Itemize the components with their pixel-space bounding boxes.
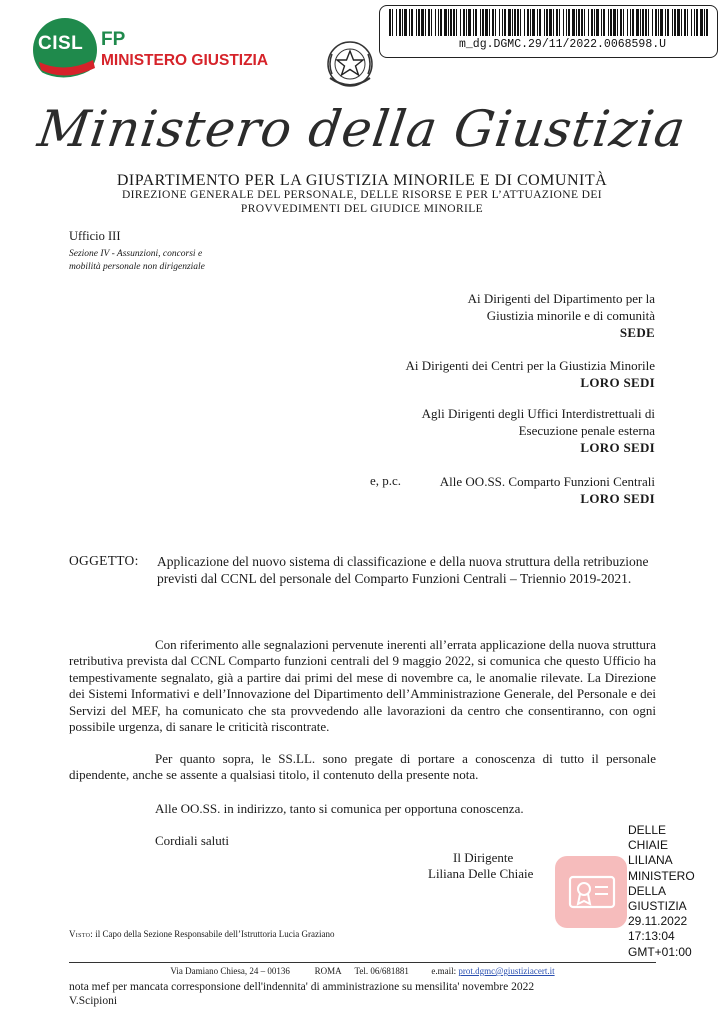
footer-city: ROMA (314, 966, 342, 976)
recipient-3-place: LORO SEDI (580, 440, 655, 455)
recipient-block-1 (468, 290, 655, 341)
recipient-1-place: SEDE (619, 325, 655, 340)
sig-line: LILIANA (628, 853, 673, 868)
protocol-number: m_dg.DGMC.29/11/2022.0068598.U (459, 38, 667, 51)
body-paragraph-2: Per quanto sopra, le SS.LL. sono pregate di portare a conoscenza di tutto il personale dipendente, anche se assente a qualsiasi titolo, il contenuto della presente nota. (69, 751, 656, 783)
recipient-1-line-2: Giustizia minorile e di comunità (486, 308, 655, 323)
footer-divider (69, 962, 656, 963)
visto-line (69, 929, 334, 939)
sig-line: CHIAIE (628, 838, 669, 853)
body-paragraph-1: Con riferimento alle segnalazioni pervenute inerenti all’errata applicazione della nuova struttura retributiva prevista dal CCNL Comparto funzioni centrali del 9 maggio 2022, si comunica che questo Ufficio ha tempestivamente segnalato, già a partire dai primi del mese di novembre ca, le anomalie rilevate. La Direzione dei Sistemi Informativi e dell’Innovazione del Dipartimento dell’Amministrazione Generale, del Personale e dei Servizi del MEF, ha comunicato che sta provvedendo alle lavorazioni da centro che consentiranno, con ogni possibile urgenza, di sanare le criticità riscontrate. (69, 637, 656, 735)
recipient-4-line-1: Alle OO.SS. Comparto Funzioni Centrali (439, 474, 655, 489)
digital-signature-certificate-icon (567, 874, 617, 912)
department-title: DIPARTIMENTO PER LA GIUSTIZIA MINORILE E DI COMUNITÀ (116, 172, 608, 189)
sig-time: 17:13:04 (628, 929, 675, 944)
body-paragraph-3: Alle OO.SS. in indirizzo, tanto si comunica per opportuna conoscenza. (155, 801, 524, 816)
mef-note: nota mef per mancata corresponsione dell'indennita' di amministrazione su mensilita' novembre 2022 (69, 981, 535, 993)
footer-email-link[interactable]: prot.dgmc@giustiziacert.it (458, 966, 555, 976)
recipient-4-place: LORO SEDI (580, 491, 655, 506)
recipient-2-line-1: Ai Dirigenti dei Centri per la Giustizia Minorile (405, 358, 655, 373)
footer-address: Via Damiano Chiesa, 24 – 00136 (170, 966, 290, 976)
recipient-3-line-1: Agli Dirigenti degli Uffici Interdistrettuali di (421, 406, 655, 421)
fp-label: FP (101, 29, 126, 50)
recipient-block-4 (440, 473, 655, 507)
barcode-icon (389, 9, 709, 37)
office-section-line-1: Sezione IV - Assunzioni, concorsi e (69, 249, 203, 259)
recipient-block-3 (422, 405, 655, 456)
sig-line: DELLE (628, 823, 667, 837)
digital-signature-text (628, 823, 695, 960)
sig-line: GIUSTIZIA (628, 899, 687, 914)
pc-label: e, p.c. (370, 473, 402, 488)
recipient-block-2 (406, 357, 655, 391)
sig-line: MINISTERO (628, 868, 695, 883)
signatory-name: Liliana Delle Chiaie (428, 866, 534, 881)
italian-republic-emblem-icon (322, 34, 378, 96)
footer-email-label: e.mail: (431, 966, 457, 976)
visto-text: il Capo della Sezione Responsabile dell’Istruttoria Lucia Graziano (95, 929, 335, 939)
cisl-wave-icon (33, 58, 97, 84)
cisl-label: CISL (38, 33, 84, 54)
footer-tel: Tel. 06/681881 (354, 966, 409, 976)
recipient-2-place: LORO SEDI (580, 375, 655, 390)
sig-line: DELLA (628, 883, 667, 898)
sig-date: 29.11.2022 (628, 914, 688, 929)
recipient-3-line-2: Esecuzione penale esterna (518, 423, 655, 438)
closing-greeting: Cordiali saluti (155, 833, 230, 848)
author-initials: V.Scipioni (69, 995, 118, 1007)
office-name: Ufficio III (69, 229, 121, 243)
signatory-role: Il Dirigente (453, 850, 514, 865)
subject-text: Applicazione del nuovo sistema di classificazione e della nuova struttura della retribuzione previsti dal CCNL del personale del Comparto Funzioni Centrali – Triennio 2019-2021. (157, 554, 649, 586)
ministero-label: MINISTERO GIUSTIZIA (101, 52, 269, 69)
direction-line-2: PROVVEDIMENTI DEL GIUDICE MINORILE (240, 203, 484, 215)
direction-line-1: DIREZIONE GENERALE DEL PERSONALE, DELLE RISORSE E PER L’ATTUAZIONE DEI (121, 189, 603, 201)
footer-contacts (69, 966, 656, 976)
visto-label: Visto: (69, 929, 94, 939)
office-section (69, 248, 229, 274)
sig-timezone: GMT+01:00 (628, 944, 692, 959)
ministry-script-title: Ministero della Giustizia (34, 100, 690, 158)
recipient-1-line-1: Ai Dirigenti del Dipartimento per la (467, 291, 655, 306)
subject-label: OGGETTO: (69, 553, 139, 568)
office-section-line-2: mobilità personale non dirigenziale (69, 262, 205, 272)
